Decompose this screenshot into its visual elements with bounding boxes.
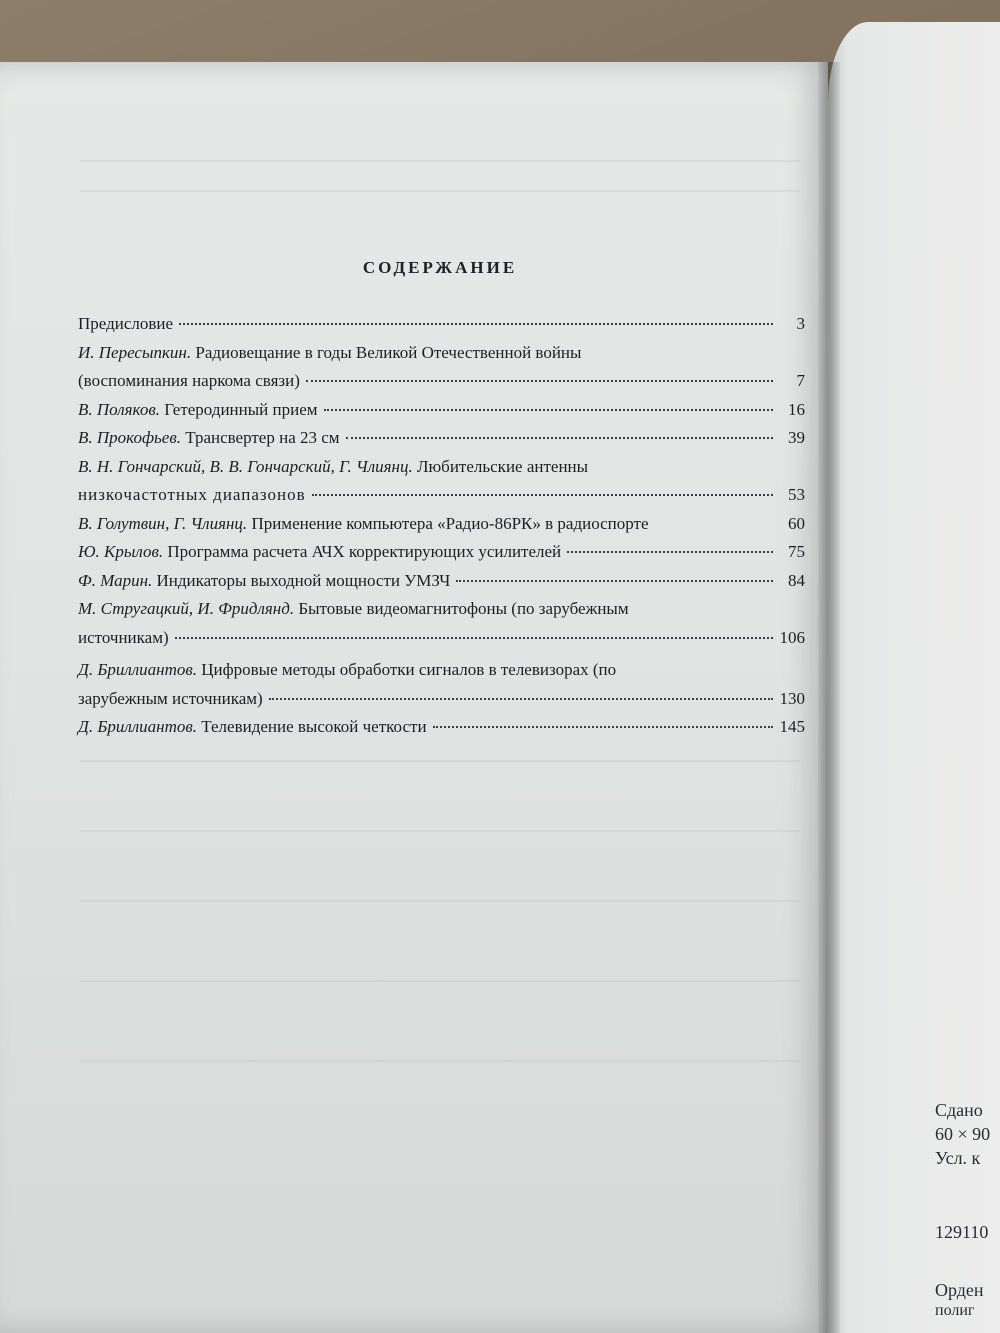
page-number: 3 [796,314,805,333]
toc-entry [78,396,805,425]
entry-title: Любительские антенны [416,456,589,476]
right-page-text: полиг [935,1302,975,1319]
toc-entry [78,510,805,539]
page-number: 75 [788,542,805,561]
show-through [80,980,800,982]
page-number: 7 [796,371,805,390]
show-through [80,1060,800,1062]
entry-title: Бытовые видеомагнитофоны (по зарубежным [298,599,629,618]
toc-entry [78,339,805,396]
entry-author: В. Поляков. [78,399,160,419]
dot-leader [179,323,773,325]
dot-leader [312,494,773,496]
dot-leader [456,580,773,582]
dot-leader [324,409,773,411]
entry-author: В. Н. Гончарский, В. В. Гончарский, Г. Члиянц. [78,456,413,476]
page-number: 130 [779,688,805,708]
entry-title: Телевидение высокой четкости [201,717,427,736]
dot-leader [175,637,773,639]
entry-title: Трансвертер на 23 см [185,428,340,447]
entry-title: Цифровые методы обработки сигналов в телевизорах (по [201,660,617,679]
entry-author: Ю. Крылов. [78,542,164,561]
book-gutter [818,62,840,1333]
entry-title: Гетеродинный прием [164,399,318,419]
toc-entry [78,538,805,567]
show-through [80,160,800,162]
dot-leader [567,551,773,553]
dot-leader [269,698,773,700]
show-through [80,190,800,192]
show-through [80,760,800,762]
right-page-text: Орден [935,1280,984,1300]
toc-entry [78,595,805,652]
table-of-contents [78,310,805,742]
entry-title-continued: зарубежным источникам) [78,688,263,708]
entry-title: Предисловие [78,314,174,333]
page-number: 106 [779,627,805,647]
dot-leader [346,437,773,439]
entry-author: Д. Бриллиантов. [78,660,198,679]
toc-entry [78,424,805,453]
entry-title-continued: (воспоминания наркома связи) [78,371,300,390]
right-page-text: Усл. к [935,1148,981,1168]
toc-entry [78,453,805,510]
entry-author: И. Пересыпкин. [78,342,192,362]
dot-leader [433,726,773,728]
toc-entry-preface [78,310,805,339]
toc-entry [78,567,805,596]
right-page-text: 60 × 90 [935,1124,991,1144]
dot-leader [306,380,773,382]
page-number: 145 [779,717,805,736]
entry-author: Ф. Марин. [78,570,153,590]
toc-entry [78,713,805,742]
show-through [80,830,800,832]
page-number: 39 [788,428,805,447]
entry-title: Радиовещание в годы Великой Отечественной войны [195,342,582,362]
entry-title: Индикаторы выходной мощности УМЗЧ [156,570,451,590]
contents-heading: СОДЕРЖАНИЕ [362,258,518,277]
page-number: 84 [788,570,805,590]
right-page-text: Сдано [935,1100,983,1120]
right-page-text: 129110 [935,1222,989,1242]
entry-author: В. Голутвин, Г. Члиянц. [78,513,248,533]
entry-author: В. Прокофьев. [78,428,181,447]
entry-author: М. Стругацкий, И. Фридлянд. [78,599,295,618]
toc-entry [78,656,805,713]
page-number: 60 [788,513,805,533]
entry-title: Программа расчета АЧХ корректирующих усилителей [167,542,562,561]
show-through [80,900,800,902]
entry-title-continued: источникам) [78,627,169,647]
entry-author: Д. Бриллиантов. [78,717,198,736]
entry-title-continued: низкочастотных диапазонов [78,485,306,504]
entry-title: Применение компьютера «Радио-86РК» в радиоспорте [251,513,649,533]
page-number: 53 [788,485,805,504]
page-number: 16 [788,399,805,419]
